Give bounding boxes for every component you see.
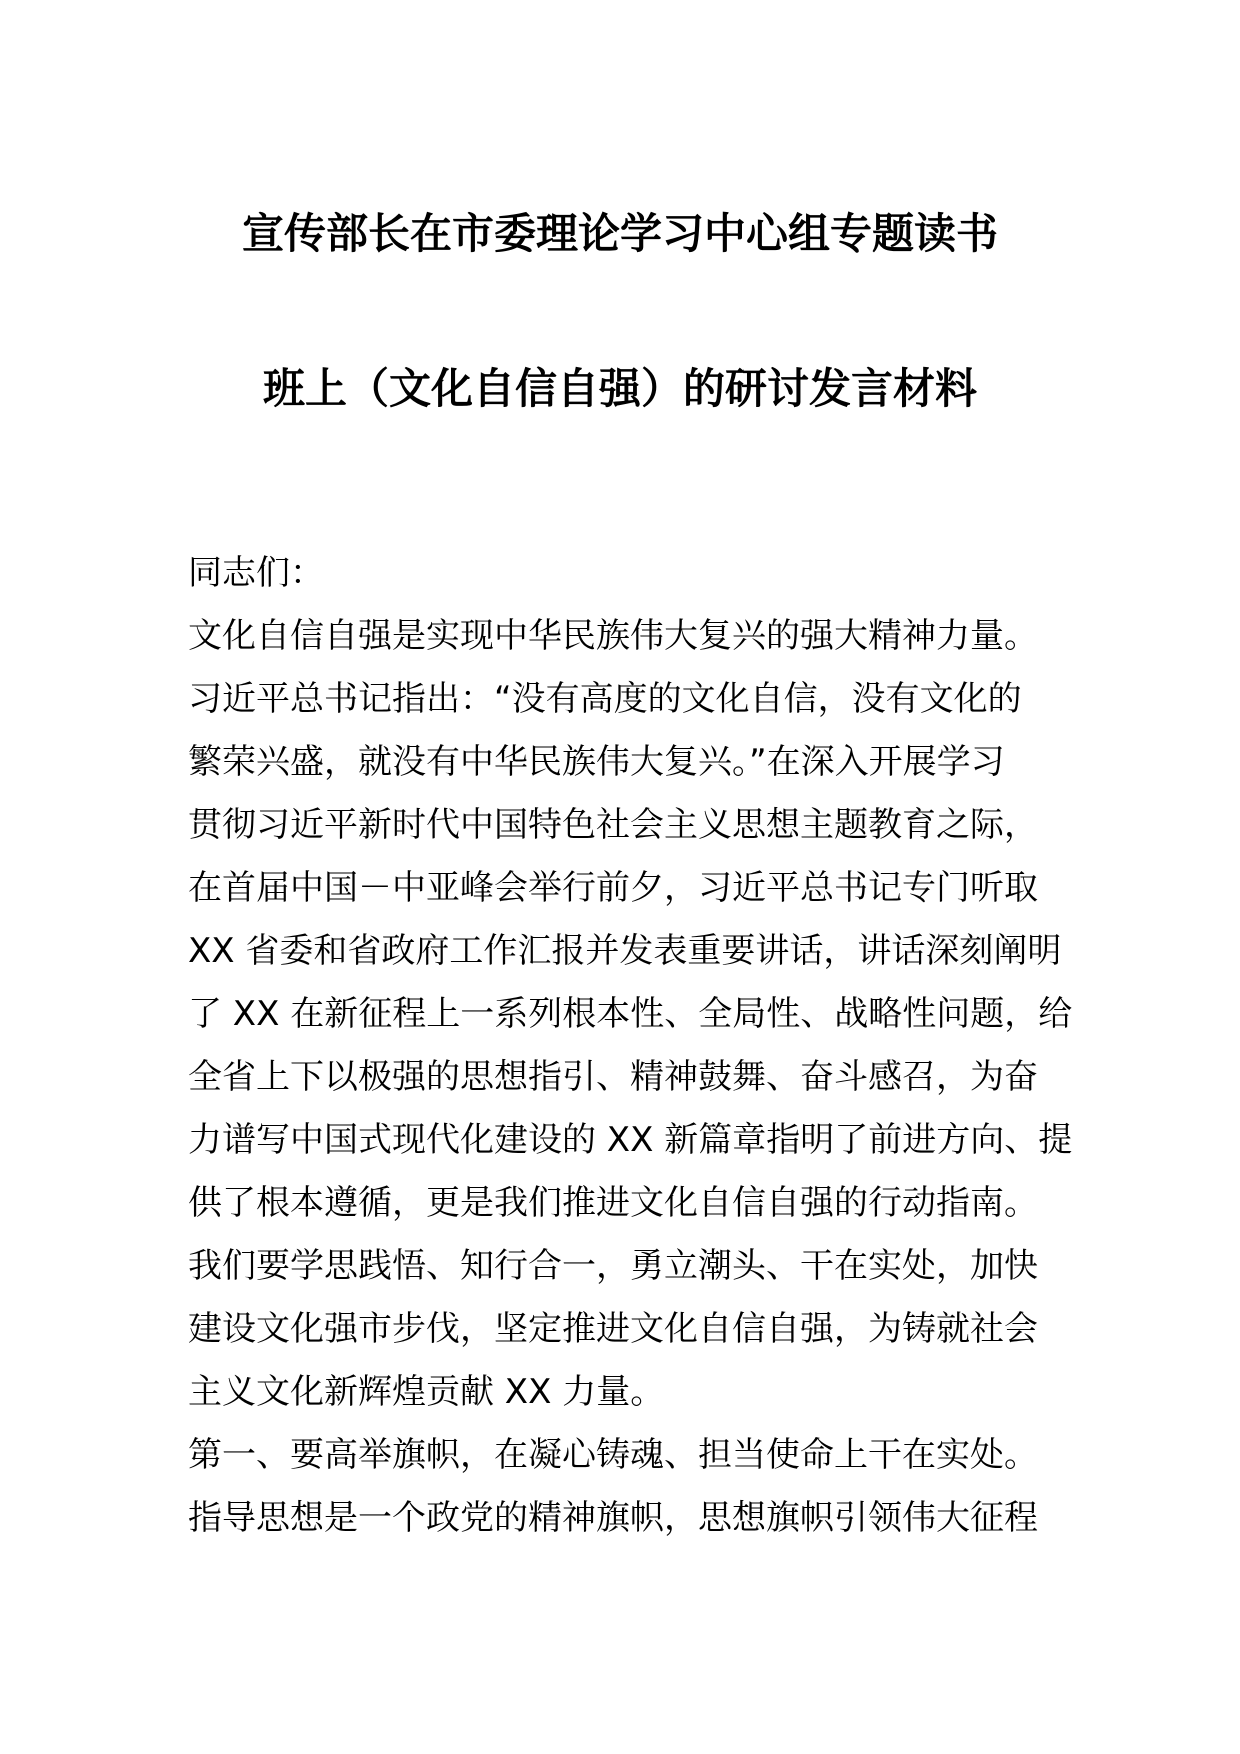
body-line: 全省上下以极强的思想指引、精神鼓舞、奋斗感召，为奋 bbox=[188, 1057, 1038, 1097]
body-line: XX 省委和省政府工作汇报并发表重要讲话，讲话深刻阐明 bbox=[188, 931, 1062, 971]
body-line: 习近平总书记指出：“没有高度的文化自信，没有文化的 bbox=[188, 679, 1022, 719]
salutation-line: 同志们： bbox=[188, 553, 324, 593]
document-title-line-2: 班上（文化自信自强）的研讨发言材料 bbox=[262, 364, 977, 413]
body-line: 文化自信自强是实现中华民族伟大复兴的强大精神力量。 bbox=[188, 616, 1038, 656]
body-line: 供了根本遵循，更是我们推进文化自信自强的行动指南。 bbox=[188, 1183, 1038, 1223]
body-line: 在首届中国－中亚峰会举行前夕，习近平总书记专门听取 bbox=[188, 868, 1038, 908]
body-line: 力谱写中国式现代化建设的 XX 新篇章指明了前进方向、提 bbox=[188, 1120, 1073, 1160]
body-line: 我们要学思践悟、知行合一，勇立潮头、干在实处，加快 bbox=[188, 1246, 1038, 1286]
body-line: 指导思想是一个政党的精神旗帜，思想旗帜引领伟大征程 bbox=[188, 1498, 1038, 1538]
section-heading-line: 第一、要高举旗帜，在凝心铸魂、担当使命上干在实处。 bbox=[188, 1435, 1038, 1475]
body-line: 建设文化强市步伐，坚定推进文化自信自强，为铸就社会 bbox=[188, 1309, 1038, 1349]
body-line: 了 XX 在新征程上一系列根本性、全局性、战略性问题，给 bbox=[188, 994, 1073, 1034]
body-line: 繁荣兴盛，就没有中华民族伟大复兴。”在深入开展学习 bbox=[188, 742, 1005, 782]
body-line: 贯彻习近平新时代中国特色社会主义思想主题教育之际， bbox=[188, 805, 1038, 845]
document-title-line-1: 宣传部长在市委理论学习中心组专题读书 bbox=[241, 209, 998, 258]
body-line: 主义文化新辉煌贡献 XX 力量。 bbox=[188, 1372, 665, 1412]
